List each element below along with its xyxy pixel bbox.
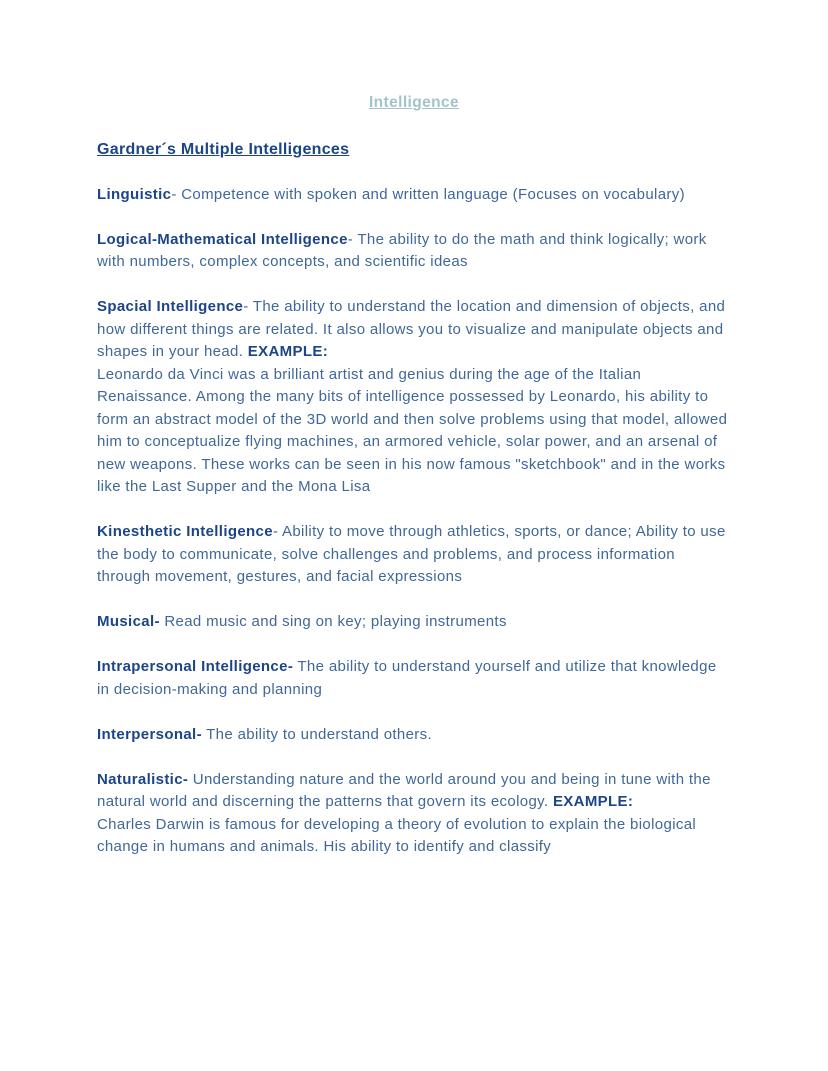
definition-text: - Ability to move through athletics, sports, or dance; Ability to use the body to communicate, solve challenges and problems, and process information through movement, gestures, and facial expressions: [97, 523, 726, 585]
paragraph-naturalistic: [97, 769, 731, 859]
paragraph-intrapersonal: [97, 656, 731, 701]
paragraph-spacial: [97, 296, 731, 499]
doc-title: Intelligence: [368, 94, 460, 111]
definition-text: The ability to understand yourself and utilize that knowledge in decision-making and planning: [97, 658, 717, 698]
example-text: Leonardo da Vinci was a brilliant artist and genius during the age of the Italian Renaissance. Among the many bits of intelligence possessed by Leonardo, his ability to form an abstract model of the 3D world and then solve problems using that model, allowed him to conceptualize flying machines, an armored vehicle, solar power, and an arsenal of new weapons. These works can be seen in his now famous "sketchbook" and in the works like the Last Supper and the Mona Lisa: [97, 365, 728, 495]
term-linguistic: Linguistic: [97, 185, 172, 203]
paragraph-logical-mathematical: [97, 229, 731, 274]
example-text: Charles Darwin is famous for developing a theory of evolution to explain the biological change in humans and animals. His ability to identify and classify: [97, 815, 697, 855]
paragraph-linguistic: [97, 184, 731, 207]
definition-text: - The ability to do the math and think logically; work with numbers, complex concepts, and scientific ideas: [97, 230, 707, 270]
term-musical: Musical-: [97, 613, 160, 630]
term-spacial: Spacial Intelligence: [97, 298, 244, 315]
definition-text: Read music and sing on key; playing instruments: [159, 613, 507, 630]
example-label: EXAMPLE:: [552, 793, 634, 810]
definition-text: Understanding nature and the world around you and being in tune with the natural world and discerning the patterns that govern its ecology.: [97, 770, 711, 810]
section-heading: Gardner´s Multiple Intelligences: [97, 140, 350, 158]
example-label: EXAMPLE:: [247, 343, 329, 360]
term-naturalistic: Naturalistic-: [97, 770, 189, 788]
paragraph-interpersonal: [97, 724, 731, 747]
term-intrapersonal: Intrapersonal Intelligence-: [97, 658, 294, 675]
paragraph-musical: [97, 611, 731, 634]
term-kinesthetic: Kinesthetic Intelligence: [97, 523, 273, 540]
paragraph-kinesthetic: [97, 521, 731, 589]
definition-text: - The ability to understand the location and dimension of objects, and how different things are related. It also allows you to visualize and manipulate objects and shapes in your head.: [97, 298, 726, 360]
definition-text: - Competence with spoken and written language (Focuses on vocabulary): [171, 185, 685, 203]
term-interpersonal: Interpersonal-: [97, 725, 202, 743]
definition-text: The ability to understand others.: [201, 725, 433, 743]
term-logical-mathematical: Logical-Mathematical Intelligence: [97, 230, 348, 248]
